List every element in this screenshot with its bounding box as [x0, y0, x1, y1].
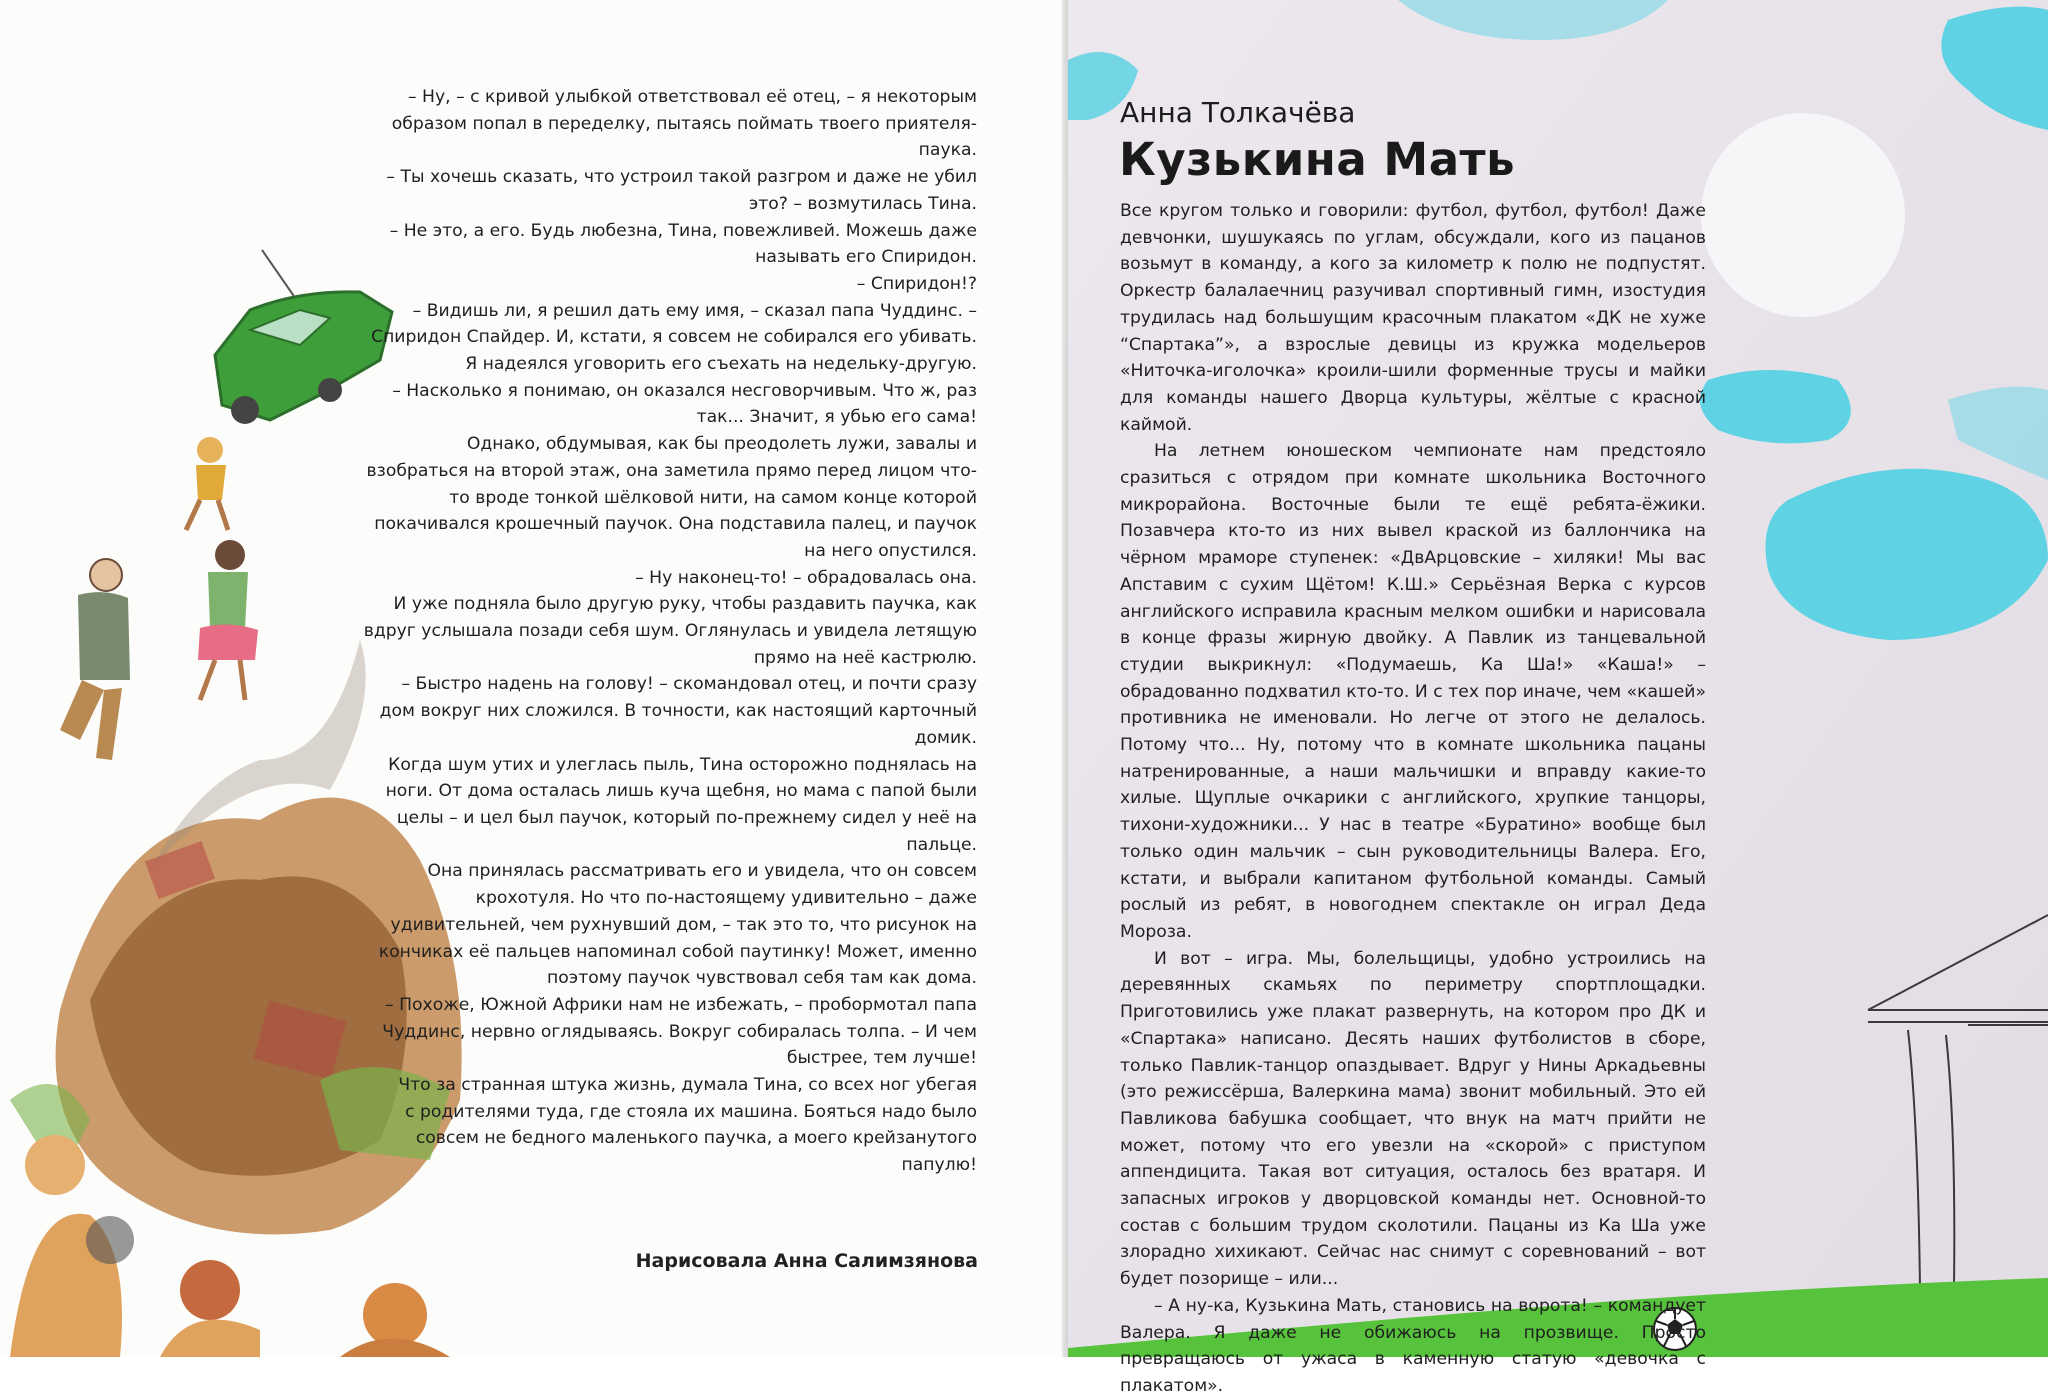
children-drawing	[60, 437, 258, 760]
left-paragraph: И уже подняла было другую руку, чтобы раздавить паучка, как вдруг услышала позади себя шум. Оглянулась и увидела летящую прямо на неё кастрюлю.	[363, 594, 977, 668]
right-paragraph: Все кругом только и говорили: футбол, футбол, футбол! Даже девчонки, шушукаясь по углам, обсуждали, кого из пацанов возьмут в команду, а кого за километр к полю не подпустят. Оркестр балалаечниц разучивал спортивный гимн, изостудия трудилась над большущим красочным плакатом «ДК не хуже “Спартака”», а взрослые девицы из кружка модельеров «Ниточка-иголочка» кроили-шили форменные трусы и майки для команды нашего Дворца культуры, жёлтые с красной каймой.	[1120, 201, 1706, 435]
left-paragraph: – Похоже, Южной Африки нам не избежать, – пробормотал папа Чуддинс, нервно оглядываясь. Вокруг собиралась толпа. – И чем быстрее, тем лучше!	[382, 994, 977, 1069]
left-paragraph: Что за странная штука жизнь, думала Тина, со всех ног убегая с родителями туда, где стояла их машина. Бояться надо было совсем не бедного маленького паучка, а моего крейзанутого папулю!	[398, 1075, 977, 1176]
left-paragraph: Однако, обдумывая, как бы преодолеть лужи, завалы и взобраться на второй этаж, она заметила прямо перед лицом что-то вроде тонкой шёлковой нити, на самом конце которой покачивался крошечный паучок. Она подставила палец, и паучок на него опустился.	[366, 434, 977, 561]
illustrator-credit: Нарисовала Анна Салимзянова	[635, 1250, 978, 1272]
left-paragraph: – Ну наконец-то! – обрадовалась она.	[635, 567, 977, 588]
story-title: Кузькина Мать	[1119, 133, 1516, 186]
left-paragraph: – Быстро надень на голову! – скомандовал отец, и почти сразу дом вокруг них сложился. В точности, как настоящий карточный домик.	[379, 674, 977, 748]
left-paragraph: – Видишь ли, я решил дать ему имя, – сказал папа Чуддинс. – Спиридон Спайдер. И, кстати, я совсем не собирался его убивать. Я надеялся уговорить его съехать на недельку-другую.	[371, 300, 977, 375]
right-paragraph: – А ну-ка, Кузькина Мать, становись на ворота! – командует Валера. Я даже не обижаюсь на прозвище. Просто превращаюсь от ужаса в каменную статую «девочка с плакатом».	[1120, 1295, 1706, 1396]
left-paragraph: – Спиридон!?	[856, 273, 977, 294]
left-paragraph: Она принялась рассматривать его и увидела, что он совсем крохотуля. Но что по-настоящему удивительно – даже удивительней, чем рухнувший дом, – так это то, что рисунок на кончиках её пальцев напоминал собой паутинку! Может, именно поэтому паучок чувствовал себя там как дома.	[378, 861, 977, 989]
right-story-text	[1120, 198, 1706, 1400]
left-paragraph: – Ну, – с кривой улыбкой ответствовал её отец, – я некоторым образом попал в переделку, пытаясь поймать твоего приятеля-паука.	[391, 87, 977, 161]
left-paragraph: – Насколько я понимаю, он оказался несговорчивым. Что ж, раз так... Значит, я убью его сама!	[392, 380, 977, 428]
story-author: Анна Толкачёва	[1120, 96, 1356, 129]
right-paragraph: И вот – игра. Мы, болельщицы, удобно устроились на деревянных скамьях по периметру спортплощадки. Приготовились уже плакат развернуть, на котором про ДК и «Спартака» написано. Десять наших футболистов в сборе, только Павлик-танцор опаздывает. Вдруг у Нины Аркадьевны (это режиссёрша, Валеркина мама) звонит мобильный. Это ей Павликова бабушка сообщает, что внук на матч прийти не может, потому что его увезли на «скорой» с приступом аппендицита. Такая вот ситуация, осталось без вратаря. И запасных игроков у дворцовской команды нет. Основной-то состав с большим трудом сколотили. Пацаны из Ка Ша уже злорадно хихикают. Сейчас нас снимут с соревнований – вот будет позорище – или...	[1120, 948, 1706, 1290]
left-story-text	[355, 84, 977, 1179]
left-paragraph: – Ты хочешь сказать, что устроил такой разгром и даже не убил это? – возмутилась Тина.	[386, 167, 977, 214]
sun-drawing	[1701, 113, 1905, 317]
left-paragraph: Когда шум утих и улеглась пыль, Тина осторожно поднялась на ноги. От дома осталась лишь куча щебня, но мама с папой были целы – и цел был паучок, который по-прежнему сидел у неё на пальце.	[385, 754, 977, 855]
left-paragraph: – Не это, а его. Будь любезна, Тина, повежливей. Можешь даже называть его Спиридон.	[389, 220, 977, 268]
right-paragraph: На летнем юношеском чемпионате нам предстояло сразиться с отрядом при комнате школьника Восточного микрорайона. Восточные были те ещё ребята-ёжики. Позавчера кто-то из них вывел краской из баллончика на чёрном мраморе ступенек: «ДвАрцовские – хиляки! Мы вас Апставим с сухим Щётом! К.Ш.» Серьёзная Верка с курсов английского исправила красным мелком ошибки и нарисовала в конце фразы жирную двойку. А Павлик из танцевальной студии выкрикнул: «Подумаешь, Ка Ша!» «Каша!» – обрадованно подхватил кто-то. И с тех пор иначе, чем «кашей» противника не именовали. Но легче от этого не делалось. Потому что... Ну, потому что в комнате школьника пацаны натренированные, а наши мальчишки и вправду какие-то хилые. Щуплые очкарики с английского, хрупкие танцоры, тихони-художники... У нас в театре «Буратино» вообще был только один мальчик – сын руководительницы Валера. Его, кстати, и выбрали капитаном футбольной команды. Самый рослый из ребят, в новогоднем спектакле он играл Деда Мороза.	[1120, 441, 1706, 942]
